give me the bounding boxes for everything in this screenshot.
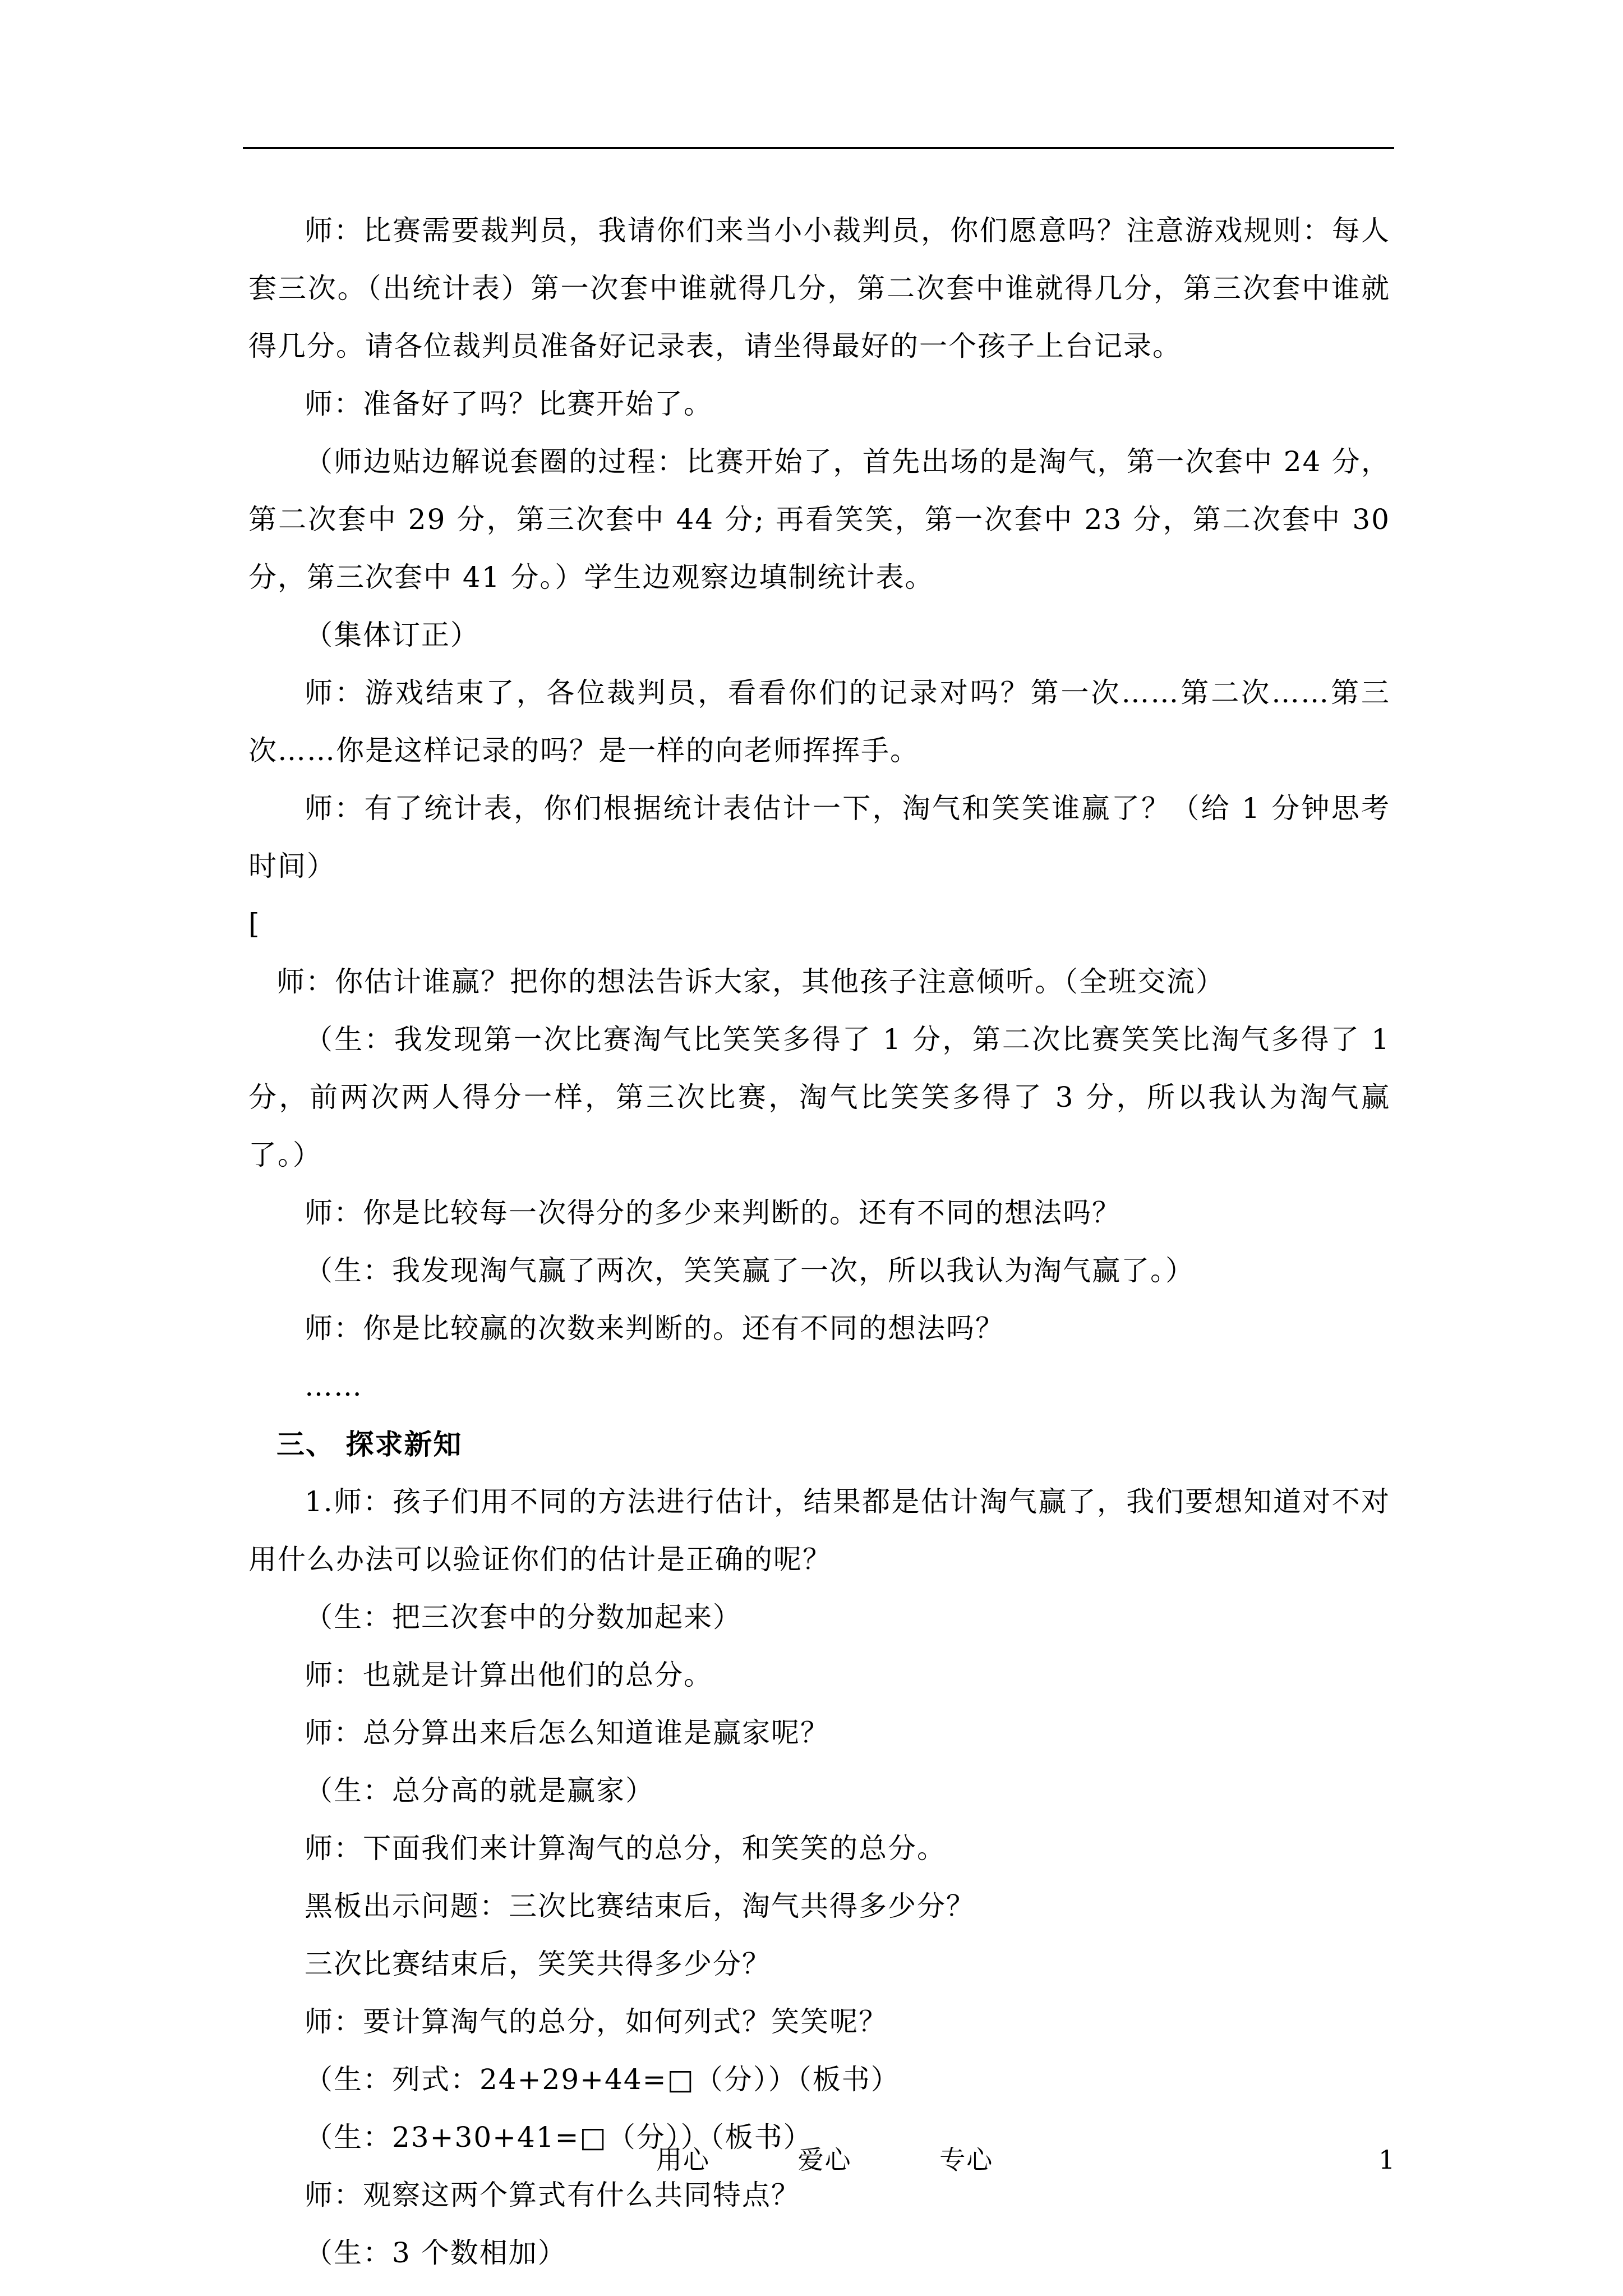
paragraph: 师：你是比较每一次得分的多少来判断的。还有不同的想法吗？ — [305, 1197, 1121, 1229]
paragraph: （生：把三次套中的分数加起来） — [305, 1601, 742, 1634]
paragraph: 师：你是比较赢的次数来判断的。还有不同的想法吗？ — [305, 1312, 1004, 1345]
paragraph: 师：要计算淘气的总分，如何列式？笑笑呢？ — [305, 2005, 888, 2038]
footer-motto-item: 爱心 — [797, 2145, 852, 2175]
paragraph: （集体订正） — [305, 619, 479, 651]
footer-motto-item: 专心 — [939, 2145, 994, 2175]
paragraph: 师：你估计谁赢？把你的想法告诉大家，其他孩子注意倾听。（全班交流） — [276, 965, 1225, 998]
paragraph: 黑板出示问题：三次比赛结束后，淘气共得多少分？ — [305, 1890, 975, 1922]
paragraph: [ — [248, 908, 261, 940]
paragraph: （生：23+30+41=□（分））（板书） — [305, 2121, 813, 2154]
paragraph: 师：总分算出来后怎么知道谁是赢家呢？ — [305, 1717, 829, 1749]
paragraph: 师：下面我们来计算淘气的总分，和笑笑的总分。 — [305, 1832, 946, 1865]
section-heading: 三、 探求新知 — [276, 1428, 463, 1461]
paragraph: （师边贴边解说套圈的过程：比赛开始了，首先出场的是淘气，第一次套中 24 分，第二次套中 29 分，第三次套中 44 分; 再看笑笑，第一次套中 23 分，第二次套中 30 分，第三次套中 41 分。）学生边观察边填制统计表。 — [248, 445, 1390, 593]
paragraph: 师：有了统计表，你们根据统计表估计一下，淘气和笑笑谁赢了？（给 1 分钟思考时间） — [248, 792, 1390, 882]
document-body — [248, 202, 1390, 2282]
paragraph: 师：比赛需要裁判员，我请你们来当小小裁判员，你们愿意吗？注意游戏规则：每人套三次。（出统计表）第一次套中谁就得几分，第二次套中谁就得几分，第三次套中谁就得几分。请各位裁判员准备好记录表，请坐得最好的一个孩子上台记录。 — [248, 214, 1390, 362]
header-rule — [243, 147, 1394, 149]
page-footer — [0, 2137, 1623, 2182]
paragraph: 师：游戏结束了，各位裁判员，看看你们的记录对吗？第一次……第二次……第三次……你是这样记录的吗？是一样的向老师挥挥手。 — [248, 677, 1390, 767]
paragraph: …… — [305, 1370, 363, 1402]
paragraph: （生：3 个数相加） — [305, 2237, 567, 2269]
paragraph: （生：总分高的就是赢家） — [305, 1774, 654, 1807]
paragraph: （生：列式：24+29+44=□（分））（板书） — [305, 2063, 900, 2096]
footer-motto-item: 用心 — [656, 2145, 710, 2175]
paragraph: 师：准备好了吗？比赛开始了。 — [305, 388, 713, 420]
page-number: 1 — [1378, 2145, 1395, 2175]
paragraph: 三次比赛结束后，笑笑共得多少分？ — [305, 1948, 771, 1980]
paragraph: 师：也就是计算出他们的总分。 — [305, 1659, 713, 1691]
paragraph: （生：我发现淘气赢了两次，笑笑赢了一次，所以我认为淘气赢了。） — [305, 1254, 1195, 1287]
paragraph: 1.师：孩子们用不同的方法进行估计，结果都是估计淘气赢了，我们要想知道对不对用什么办法可以验证你们的估计是正确的呢？ — [248, 1485, 1390, 1576]
footer-motto — [656, 2137, 993, 2182]
paragraph: （生：我发现第一次比赛淘气比笑笑多得了 1 分，第二次比赛笑笑比淘气多得了 1 分，前两次两人得分一样，第三次比赛，淘气比笑笑多得了 3 分，所以我认为淘气赢了。） — [248, 1023, 1390, 1171]
paragraph: 师：观察这两个算式有什么共同特点？ — [305, 2179, 800, 2211]
